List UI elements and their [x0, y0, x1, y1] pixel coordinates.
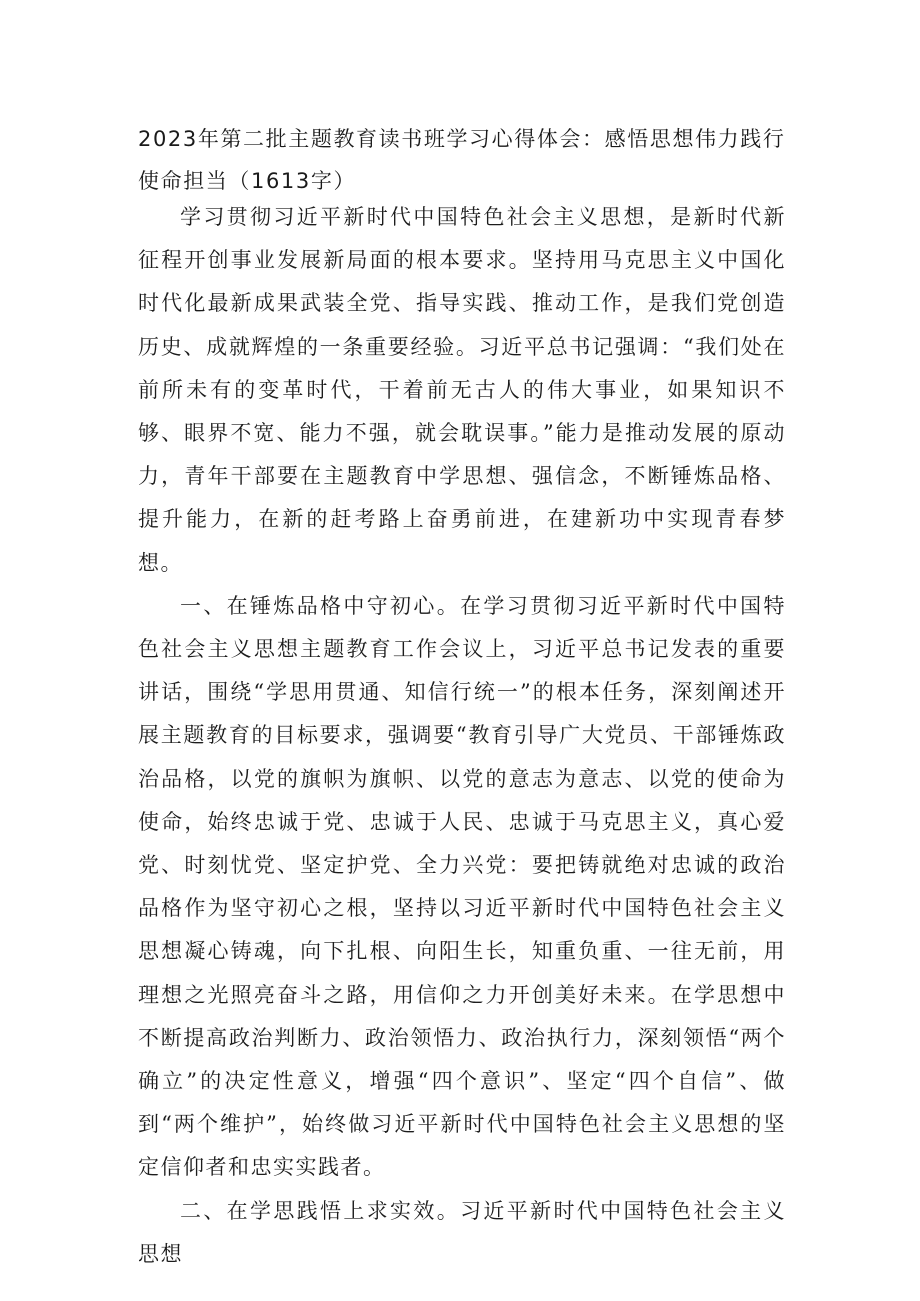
document-body	[138, 196, 786, 1276]
paragraph-section-1: 一、在锤炼品格中守初心。在学习贯彻习近平新时代中国特色社会主义思想主题教育工作会议上，习近平总书记发表的重要讲话，围绕“学思用贯通、知信行统一”的根本任务，深刻阐述开展主题教育的目标要求，强调要“教育引导广大党员、干部锤炼政治品格，以党的旗帜为旗帜、以党的意志为意志、以党的使命为使命，始终忠诚于党、忠诚于人民、忠诚于马克思主义，真心爱党、时刻忧党、坚定护党、全力兴党：要把铸就绝对忠诚的政治品格作为坚守初心之根，坚持以习近平新时代中国特色社会主义思想凝心铸魂，向下扎根、向阳生长，知重负重、一往无前，用理想之光照亮奋斗之路，用信仰之力开创美好未来。在学思想中不断提高政治判断力、政治领悟力、政治执行力，深刻领悟“两个确立”的决定性意义，增强“四个意识”、坚定“四个自信”、做到“两个维护”，始终做习近平新时代中国特色社会主义思想的坚定信仰者和忠实实践者。	[138, 593, 786, 1180]
document-title: 2023年第二批主题教育读书班学习心得体会：感悟思想伟力践行使命担当（1613字）	[138, 127, 786, 193]
paragraph-intro: 学习贯彻习近平新时代中国特色社会主义思想，是新时代新征程开创事业发展新局面的根本要求。坚持用马克思主义中国化时代化最新成果武装全党、指导实践、推动工作，是我们党创造历史、成就辉煌的一条重要经验。习近平总书记强调：“我们处在前所未有的变革时代，干着前无古人的伟大事业，如果知识不够、眼界不宽、能力不强，就会耽误事。”能力是推动发展的原动力，青年干部要在主题教育中学思想、强信念，不断锤炼品格、提升能力，在新的赶考路上奋勇前进，在建新功中实现青春梦想。	[138, 205, 786, 575]
paragraph-section-2: 二、在学思践悟上求实效。习近平新时代中国特色社会主义思想	[138, 1198, 786, 1266]
